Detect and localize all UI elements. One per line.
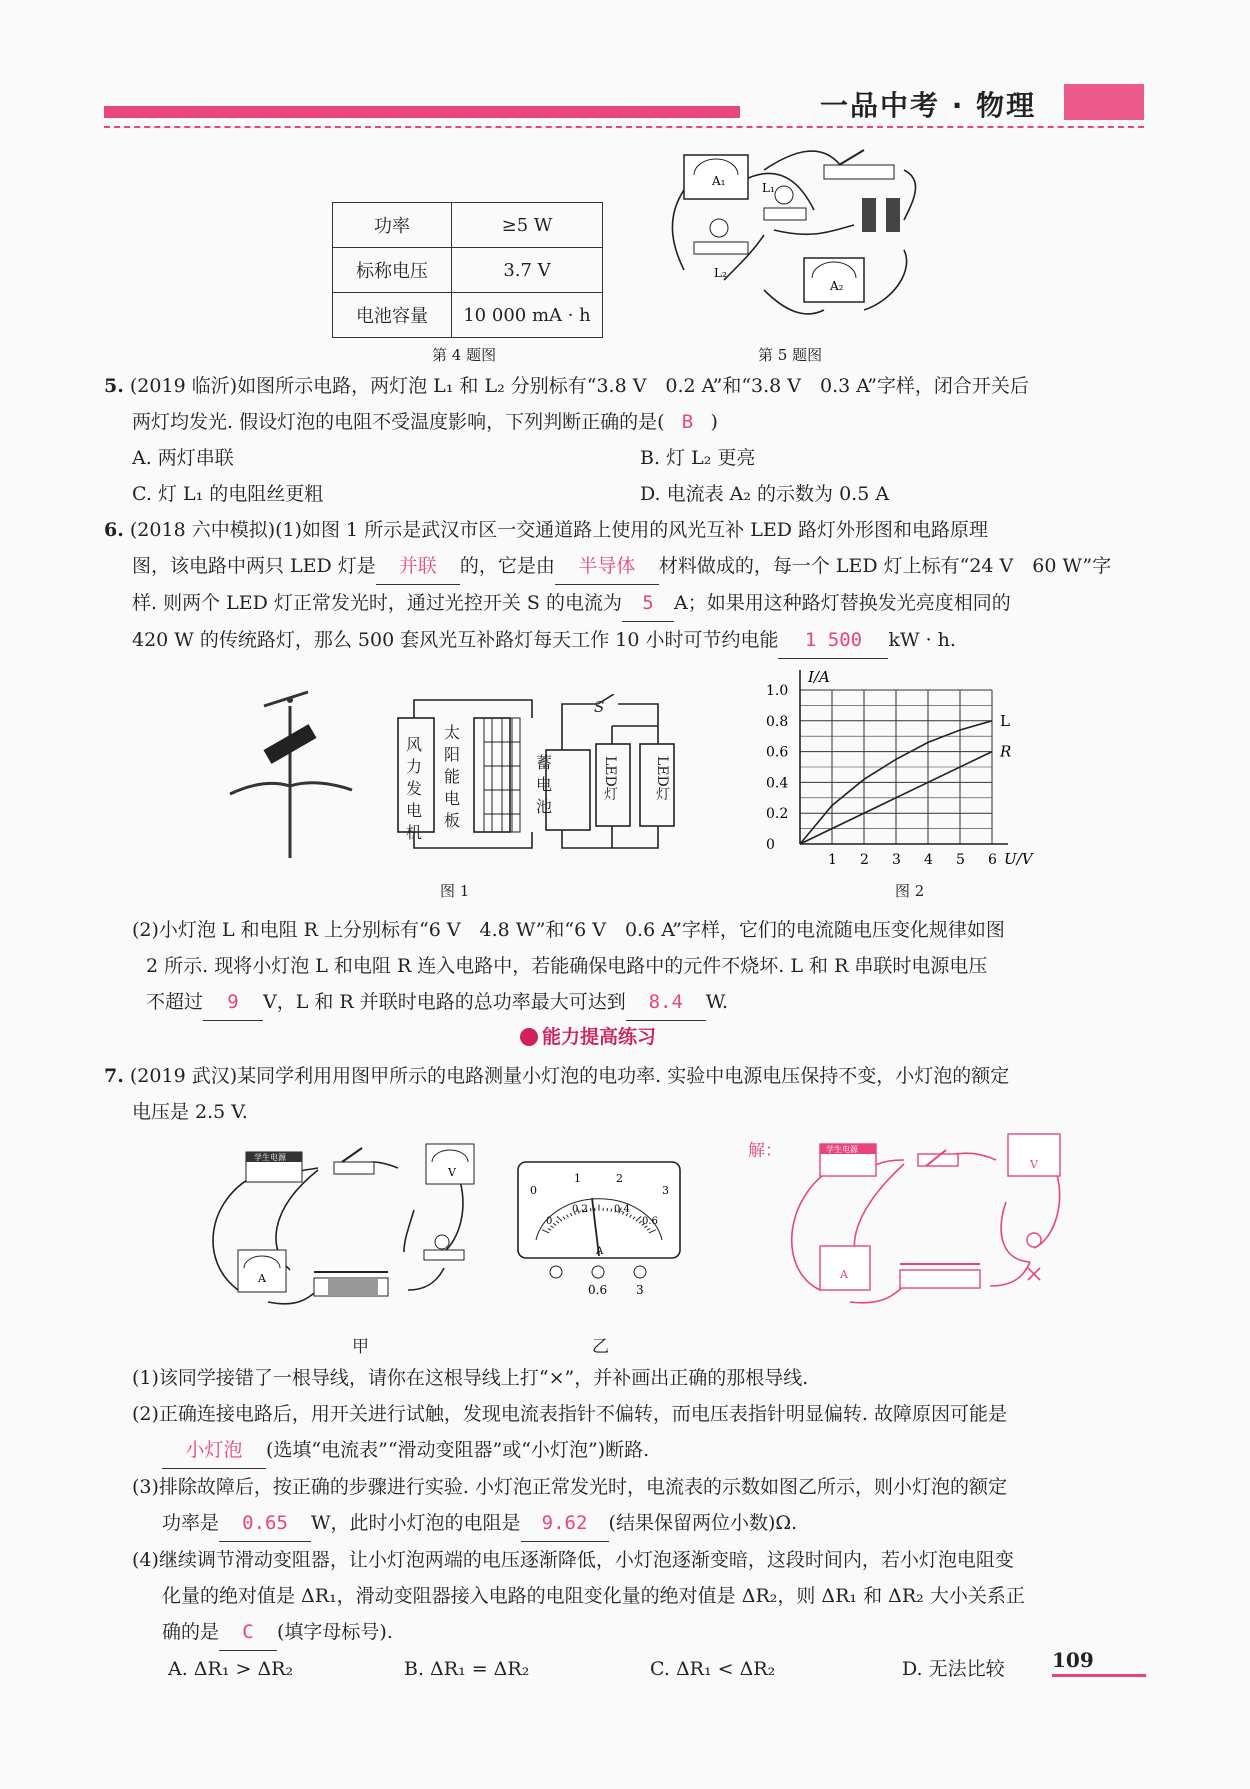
ammeter-icon xyxy=(238,1250,286,1292)
fig1-wind-label: 风力发电机 xyxy=(406,735,423,842)
q7-part4-d: (填字母标号). xyxy=(277,1621,393,1643)
fig1-battery-label: 蓄电池 xyxy=(536,753,553,816)
q7-answer-4: C xyxy=(219,1614,277,1651)
q7-option-b: B. ΔR₁ = ΔR₂ xyxy=(404,1658,530,1680)
q7-line2: 电压是 2.5 V. xyxy=(132,1101,248,1123)
x-tick-label: 2 xyxy=(860,852,869,868)
section-title xyxy=(520,1022,656,1049)
q6-answer-2: 半导体 xyxy=(555,548,659,585)
rheostat-icon xyxy=(900,1270,980,1288)
y-tick-label: 0 xyxy=(766,837,775,853)
bulb-icon xyxy=(424,1235,464,1260)
header-block xyxy=(1064,84,1144,120)
ammeter-label: A xyxy=(258,1272,266,1285)
q7-part3-d: (结果保留两位小数)Ω. xyxy=(608,1512,798,1534)
question-7-parts xyxy=(132,1360,1150,1691)
table-row xyxy=(333,203,603,248)
q7-part4-line1: (4)继续调节滑动变阻器，让小灯泡两端的电压逐渐降低，小灯泡逐渐变暗，这段时间内，若小灯泡电阻变 xyxy=(132,1549,1014,1571)
chart-grid xyxy=(800,690,992,844)
x-tick-label: 1 xyxy=(828,852,837,868)
q7-part4-line2: 化量的绝对值是 ΔR₁，滑动变阻器接入电路的电阻变化量的绝对值是 ΔR₂，则 ΔR₁ 和 ΔR₂ 大小关系正 xyxy=(162,1585,1025,1607)
q6-p2-line3a: 不超过 xyxy=(146,991,204,1013)
header-bar xyxy=(104,106,740,118)
q5-option-c: C. 灯 L₁ 的电阻丝更粗 xyxy=(132,483,324,505)
q5-number: 5. xyxy=(104,375,124,397)
dial-bottom-0: 0 xyxy=(546,1216,553,1227)
table-cell: 10 000 mA · h xyxy=(452,293,603,338)
q6-answer-3: 5 xyxy=(622,585,674,622)
q6-line1: (2018 六中模拟)(1)如图 1 所示是武汉市区一交通道路上使用的风光互补 LED 路灯外形图和电路原理 xyxy=(129,519,988,541)
fig-jia-caption: 甲 xyxy=(352,1337,369,1357)
table-cell: 电池容量 xyxy=(333,293,452,338)
question-5 xyxy=(104,368,1150,512)
q7-part3-b: 功率是 xyxy=(162,1512,220,1534)
q6-p2-line3b: V，L 和 R 并联时电路的总功率最大可达到 xyxy=(263,991,626,1013)
q6-line4b: kW · h. xyxy=(888,629,956,651)
q7-part2-line1: (2)正确连接电路后，用开关进行试触，发现电流表指针不偏转，而电压表指针明显偏转. 故障原因可能是 xyxy=(132,1403,1007,1425)
table-cell: 标称电压 xyxy=(333,248,452,293)
fig-yi-ammeter-dial xyxy=(516,1160,682,1300)
q5-line1: (2019 临沂)如图所示电路，两灯泡 L₁ 和 L₂ 分别标有“3.8 V 0.2 A”和“3.8 V 0.3 A”字样，闭合开关后 xyxy=(129,375,1029,397)
q7-line1: (2019 武汉)某同学利用用图甲所示的电路测量小灯泡的电功率. 实验中电源电压保持不变，小灯泡的额定 xyxy=(129,1065,1010,1087)
question-7 xyxy=(104,1058,1150,1130)
q7-number: 7. xyxy=(104,1065,124,1087)
table-row xyxy=(333,248,603,293)
q6-p2-line2: 2 所示. 现将小灯泡 L 和电阻 R 连入电路中，若能确保电路中的元件不烧坏. L 和 R 串联时电源电压 xyxy=(146,955,988,977)
q7-option-c: C. ΔR₁ < ΔR₂ xyxy=(650,1658,776,1680)
question-6 xyxy=(104,512,1150,659)
dial-bottom-3: 0.6 xyxy=(642,1216,658,1227)
dial-top-1: 1 xyxy=(574,1172,581,1185)
label-l2: L₂ xyxy=(714,266,727,280)
chart-ylabel: I/A xyxy=(808,668,830,686)
table-row xyxy=(333,293,603,338)
x-tick-label: 3 xyxy=(892,852,901,868)
dial-top-3: 3 xyxy=(662,1184,669,1197)
fig-jia-circuit xyxy=(208,1140,498,1318)
spec-table-wrap xyxy=(332,202,603,338)
fig-yi-caption: 乙 xyxy=(592,1337,609,1357)
q6-line2c: 材料做成的，每一个 LED 灯上标有“24 V 60 W”字 xyxy=(658,555,1112,577)
q6-answer-4: 1 500 xyxy=(778,622,888,659)
bulb-l2-icon xyxy=(694,219,748,254)
q5-close-paren: ) xyxy=(710,411,718,433)
solution-voltmeter-label: V xyxy=(1030,1158,1038,1171)
q7-option-d: D. 无法比较 xyxy=(902,1658,1005,1680)
fig1-switch-label: S xyxy=(594,698,605,716)
page-number-underline xyxy=(1052,1674,1146,1677)
street-lamp-figure xyxy=(224,686,364,862)
spec-table xyxy=(332,202,603,338)
label-l1: L₁ xyxy=(762,181,775,195)
q7-answer-3b: 9.62 xyxy=(521,1505,609,1542)
q6-line3b: A；如果用这种路灯替换发光亮度相同的 xyxy=(673,592,1011,614)
q6-line2a: 图，该电路中两只 LED 灯是 xyxy=(132,555,376,577)
x-tick-label: 5 xyxy=(956,852,965,868)
voltmeter-label: V xyxy=(448,1166,456,1179)
fig1-caption: 图 1 xyxy=(440,882,470,900)
y-tick-label: 0.2 xyxy=(766,806,789,823)
chart-xlabel: U/V xyxy=(1004,850,1033,868)
table-cell: 3.7 V xyxy=(452,248,603,293)
q6-answer-1: 并联 xyxy=(376,548,460,585)
y-tick-label: 0.6 xyxy=(766,744,789,761)
y-tick-label: 0.4 xyxy=(766,775,789,792)
q7-part3-line1: (3)排除故障后，按正确的步骤进行实验. 小灯泡正常发光时，电流表的示数如图乙所示，则小灯泡的额定 xyxy=(132,1476,1007,1498)
dial-top-0: 0 xyxy=(530,1184,537,1197)
fig4-caption: 第 4 题图 xyxy=(432,346,497,364)
dial-tick xyxy=(590,1208,591,1211)
battery-icon xyxy=(862,198,900,232)
solution-ammeter-label: A xyxy=(840,1268,848,1281)
header-dashed-line xyxy=(104,126,1144,128)
q7-answer-2: 小灯泡 xyxy=(162,1432,266,1469)
dial-term-3: 3 xyxy=(636,1283,644,1297)
table-cell: 功率 xyxy=(333,203,452,248)
fig5-circuit xyxy=(664,140,934,346)
power-supply-label: 学生电源 xyxy=(254,1153,286,1162)
chart-axes xyxy=(800,670,1008,844)
switch-icon xyxy=(824,150,894,179)
dial-bottom-2: 0.4 xyxy=(614,1204,630,1215)
fig5-caption: 第 5 题图 xyxy=(758,346,823,364)
dial-bottom-1: 0.2 xyxy=(572,1204,588,1215)
y-tick-label: 1.0 xyxy=(766,683,789,699)
q6-answer-6: 8.4 xyxy=(626,984,706,1021)
fig2-caption: 图 2 xyxy=(895,882,925,900)
dial-unit: A xyxy=(596,1246,604,1257)
section-title-text: 能力提高练习 xyxy=(542,1026,657,1048)
header-title: 一品中考 · 物理 xyxy=(820,89,1037,122)
q7-part2-line2: (选填“电流表”“滑动变阻器”或“小灯泡”)断路. xyxy=(266,1439,650,1461)
q7-part3-c: W，此时小灯泡的电阻是 xyxy=(311,1512,521,1534)
q6-answer-5: 9 xyxy=(203,984,263,1021)
fig1-led1-label: LED灯 xyxy=(602,756,618,801)
q6-p2-line3c: W. xyxy=(705,991,729,1013)
dial-tick xyxy=(607,1208,608,1211)
label-a1: A₁ xyxy=(712,174,726,188)
q6-line2b: 的，它是由 xyxy=(459,555,555,577)
x-tick-label: 4 xyxy=(924,852,933,868)
solution-label: 解： xyxy=(748,1141,782,1161)
fig1-led2-label: LED灯 xyxy=(654,756,670,801)
section-bullet-icon xyxy=(520,1028,538,1046)
question-6-part2 xyxy=(132,912,1150,1021)
q5-option-a: A. 两灯串联 xyxy=(132,447,234,469)
label-a2: A₂ xyxy=(830,279,844,293)
dial-top-2: 2 xyxy=(616,1172,623,1185)
q7-option-a: A. ΔR₁ > ΔR₂ xyxy=(168,1658,294,1680)
q5-option-b: B. 灯 L₂ 更亮 xyxy=(640,447,756,469)
q7-part1: (1)该同学接错了一根导线，请你在这根导线上打“×”，并补画出正确的那根导线. xyxy=(132,1367,809,1389)
q7-part4-c: 确的是 xyxy=(162,1621,220,1643)
rheostat-icon xyxy=(314,1272,388,1296)
solution-circuit xyxy=(784,1130,1080,1320)
y-tick-label: 0.8 xyxy=(766,713,789,730)
fig1-solar-label: 太阳能电板 xyxy=(444,723,461,830)
solution-power-label: 学生电源 xyxy=(826,1145,858,1154)
q5-option-d: D. 电流表 A₂ 的示数为 0.5 A xyxy=(640,483,890,505)
q5-answer: B xyxy=(681,411,694,433)
q6-line3a: 样. 则两个 LED 灯正常发光时，通过光控开关 S 的电流为 xyxy=(132,592,622,614)
q6-number: 6. xyxy=(104,519,124,541)
table-cell: ≥5 W xyxy=(452,203,603,248)
series-label-L: L xyxy=(1000,711,1010,730)
q7-answer-3a: 0.65 xyxy=(219,1505,311,1542)
page-number: 109 xyxy=(1052,1648,1094,1672)
q5-line2: 两灯均发光. 假设灯泡的电阻不受温度影响，下列判断正确的是( xyxy=(132,411,665,433)
series-label-R: R xyxy=(1000,742,1012,761)
q6-p2-line1: (2)小灯泡 L 和电阻 R 上分别标有“6 V 4.8 W”和“6 V 0.6 A”字样，它们的电流随电压变化规律如图 xyxy=(132,919,1005,941)
iu-chart xyxy=(760,660,1050,872)
dial-term-06: 0.6 xyxy=(588,1283,608,1297)
switch-icon xyxy=(334,1148,374,1174)
x-tick-label: 6 xyxy=(988,852,997,868)
bulb-icon xyxy=(1027,1233,1041,1247)
q6-line4a: 420 W 的传统路灯，那么 500 套风光互补路灯每天工作 10 小时可节约电能 xyxy=(132,629,779,651)
